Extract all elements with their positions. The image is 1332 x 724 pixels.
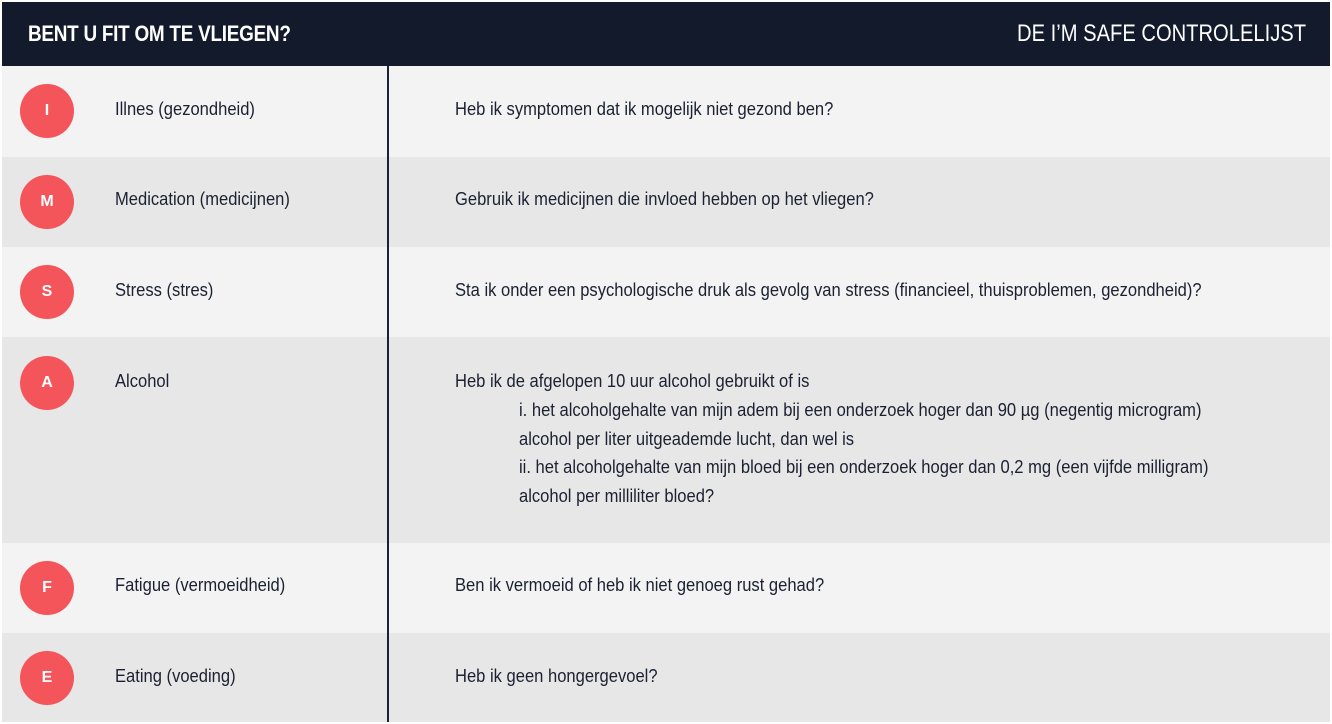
item-label: Alcohol [115,371,170,391]
letter-badge: M [20,175,74,229]
letter-badge: A [20,356,74,410]
item-label: Stress (stres) [115,280,214,300]
item-label: Fatigue (vermoeidheid) [115,575,286,595]
item-question: Ben ik vermoeid of heb ik niet genoeg rust gehad? [455,575,825,595]
letter-badge: S [20,265,74,319]
item-question: Sta ik onder een psychologische druk als gevolg van stress (financieel, thuisproblemen, gezondheid)? [455,280,1202,300]
checklist-row-alcohol [2,337,1330,543]
item-question: Heb ik symptomen dat ik mogelijk niet gezond ben? [455,99,834,119]
item-question-subline: ii. het alcoholgehalte van mijn bloed bij een onderzoek hoger dan 0,2 mg (een vijfde milligram) [519,457,1209,477]
item-label: Medication (medicijnen) [115,189,290,209]
item-question: Heb ik de afgelopen 10 uur alcohol gebruikt of is [455,371,810,391]
letter-badge: I [20,84,74,138]
page-subtitle: DE I’M SAFE CONTROLELIJST [1016,20,1306,47]
letter-badge: E [20,651,74,705]
checklist-row-medication [2,157,1330,247]
header-bar [2,2,1330,66]
checklist-row-illness [2,66,1330,157]
item-question: Gebruik ik medicijnen die invloed hebben op het vliegen? [455,189,874,209]
column-divider [387,66,389,722]
page-title: BENT U FIT OM TE VLIEGEN? [28,21,291,46]
item-question: Heb ik geen hongergevoel? [455,666,658,686]
checklist-row-stress [2,247,1330,337]
checklist-row-fatigue [2,543,1330,633]
item-question-subline: alcohol per milliliter bloed? [519,486,715,506]
checklist-row-eating [2,633,1330,722]
item-label: Illnes (gezondheid) [115,99,255,119]
item-question-subline: i. het alcoholgehalte van mijn adem bij een onderzoek hoger dan 90 µg (negentig microgram) [519,400,1202,420]
checklist-table [2,66,1330,722]
item-label: Eating (voeding) [115,666,236,686]
item-question-subline: alcohol per liter uitgeademde lucht, dan wel is [519,429,855,449]
letter-badge: F [20,561,74,615]
